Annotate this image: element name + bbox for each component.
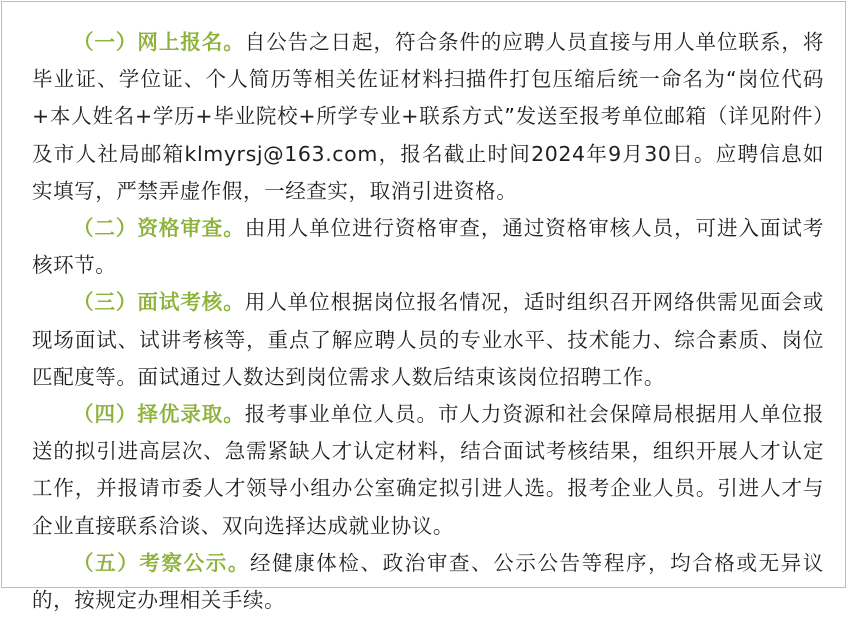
section-selection — [32, 396, 824, 545]
section-interview — [32, 284, 824, 396]
section-heading: （二）资格审查。 — [73, 216, 245, 241]
section-heading: （一）网上报名。 — [73, 30, 245, 54]
section-text: 经健康体检、政治审查、公示公告等程序，均合格或无异议的，按规定办理相关手续。 — [32, 550, 824, 613]
section-heading: （五）考察公示。 — [73, 550, 250, 575]
section-text: 用人单位根据岗位报名情况，适时组织召开网络供需见面会或现场面试、试讲考核等，重点了解应聘人员的专业水平、技术能力、综合素质、岗位匹配度等。面试通过人数达到岗位需求人数后结束该岗位招聘工作。 — [32, 290, 824, 389]
section-online-registration — [32, 24, 824, 210]
section-text: 自公告之日起，符合条件的应聘人员直接与用人单位联系，将毕业证、学位证、个人简历等相关佐证材料扫描件打包压缩后统一命名为“岗位代码+本人姓名+学历+毕业院校+所学专业+联系方式”发送至报考单位邮箱（详见附件）及市人社局邮箱klmyrsj@163.com，报名截止时间2024年9月30日。应聘信息如实填写，严禁弄虚作假，一经查实，取消引进资格。 — [32, 30, 824, 203]
section-heading: （三）面试考核。 — [73, 290, 245, 315]
section-qualification-review — [32, 210, 824, 284]
section-heading: （四）择优录取。 — [73, 402, 245, 427]
section-text: 报考事业单位人员。市人力资源和社会保障局根据用人单位报送的拟引进高层次、急需紧缺人才认定材料，结合面试考核结果，组织开展人才认定工作，并报请市委人才领导小组办公室确定拟引进人选。报考企业人员。引进人才与企业直接联系洽谈、双向选择达成就业协议。 — [32, 402, 824, 538]
section-publicity — [32, 545, 824, 619]
content-frame — [1, 1, 846, 613]
section-text: 由用人单位进行资格审查，通过资格审核人员，可进入面试考核环节。 — [32, 216, 824, 278]
article-body — [32, 24, 824, 619]
